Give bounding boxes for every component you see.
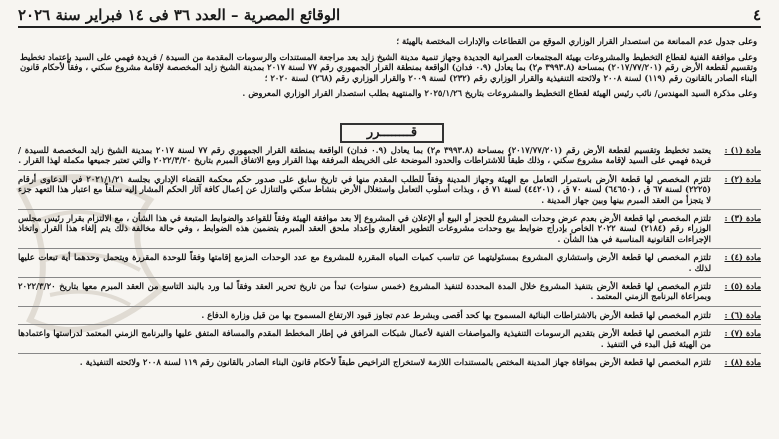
decision-heading: قــــــــرر xyxy=(340,123,444,143)
article-text: تلتزم المخصص لها قطعة الأرض بعدم عرض وحدات المشروع للحجز أو البيع أو الإعلان في المشروع إلا بعد موافقة الهيئة وفقاً للقواعد والضوابط المتبعة في هذا الشأن ، مع الالتزام بقرار رئيس مجلس الوزراء رقم (٢١٨٤) لسنة ٢٠٢٢ الخاص بإدراج ضوابط بيع وحدات مشروعات التطوير العقاري وإعداد ملحق العقد المبرم بتضمين هذه الضوابط ، وفي حالة مخالفة ذلك يتم إلغاء هذا القرار واتخاذ الإجراءات القانونية المناسبة في هذا الشأن . xyxy=(18,213,712,244)
article-number: مادة (٥) : xyxy=(724,281,761,292)
preamble-paragraph: وعلى موافقة الفنية لقطاع التخطيط والمشروعات بهيئة المجتمعات العمرانية الجديدة وجهاز تنمية مدينة الشيخ زايد بعد مراجعة المستندات والرسومات المقدمة من السيدة / فريدة فهمي على السيد بإعتماد تخطيط وتقسيم لقطعة الأرض رقم (٢٠١٧/٧٧/٢٠١) بمساحة (٣٩٩٣.٨ م٢) بما يعادل (٠.٩ فدان) الواقعة بمنطقة القرار الجمهوري رقم ٧٧ لسنة ٢٠١٧ بمدينة الشيخ زايد المخصصة لإقامة مشروع سكني ، وفقاً لأحكام قانون البناء الصادر بالقانون رقم (١١٩) لسنة ٢٠٠٨ ولائحته التنفيذية والقرار الوزاري رقم (٢٣٢) لسنة ٢٠٠٩ والقرار الوزاري رقم (٢٦٨) لسنة ٢٠٢٠ ؛ xyxy=(20,51,758,83)
article-1 xyxy=(18,145,761,166)
article-7 xyxy=(18,324,761,349)
article-text: تلتزم المخصص لها قطعة الأرض واستشاري المشروع بمسئوليتهما عن تناسب كميات المياه المقررة للمشروع مع عدد الوحدات المزمع إقامتها وفقاً للوحدة المقررة ويتحمل وحدهما أية تبعات عليها لذلك . xyxy=(18,252,711,273)
article-text: تلتزم المخصص لها قطعة الأرض بموافاة جهاز المدينة المختص بالمستندات اللازمة لاستخراج التراخيص طبقاً لأحكام قانون البناء الصادر بالقانون رقم ١١٩ لسنة ٢٠٠٨ ولائحته التنفيذية . xyxy=(79,357,711,368)
article-text: تلتزم المخصص لها قطعة الأرض بالاشتراطات البنائية المسموح بها كحد أقصى وبشرط عدم تجاوز قيود الارتفاع المسموح بها من قبل وزارة الدفاع . xyxy=(201,309,711,320)
articles-list xyxy=(18,145,761,372)
article-number: مادة (٨) : xyxy=(724,357,761,368)
article-number: مادة (٣) : xyxy=(724,213,761,224)
article-2 xyxy=(18,170,761,205)
article-6 xyxy=(18,306,761,320)
article-4 xyxy=(18,248,761,273)
preamble-paragraph: وعلى مذكرة السيد المهندس/ نائب رئيس الهيئة لقطاع التخطيط والمشروعات بتاريخ ٢٠٢٥/١/٢٦ والمنتهية بطلب استصدار القرار الوزاري المعروض . xyxy=(242,88,757,99)
article-number: مادة (٤) : xyxy=(724,252,761,263)
page-header xyxy=(18,4,761,28)
preamble-paragraph: وعلى جدول عدم الممانعة من استصدار القرار الوزاري الموقع من القطاعات والإدارات المختصة بالهيئة ؛ xyxy=(396,36,757,46)
page-number: ٤ xyxy=(752,6,761,24)
article-text: تلتزم المخصص لها قطعة الأرض بتنفيذ المشروع خلال المدة المحددة لتنفيذ المشروع (خمس سنوات) تبدأ من تاريخ تحرير العقد وفقاً لما ورد بالبند التاسع من العقد المبرم معها بتاريخ ٢٠٢٢/٣/٢٠ وبمراعاة البرنامج الزمني المعتمد . xyxy=(18,281,711,302)
article-8 xyxy=(18,353,761,367)
article-number: مادة (١) : xyxy=(724,145,761,155)
article-text: يعتمد تخطيط وتقسيم لقطعة الأرض رقم (٢٠١٧/٧٧/٢٠١) بمساحة (٣٩٩٣.٨ م٢) بما يعادل (٠.٩ فدان) الواقعة بمنطقة القرار الجمهوري رقم ٧٧ لسنة ٢٠١٧ بمدينة الشيخ زايد المخصصة للسيدة / فريدة فهمي على السيد لإقامة مشروع سكني ، وذلك طبقاً للاشتراطات والحدود الموضحة على الخريطة المرفقة بهذا القرار ومع الاتفاق المبرم بتاريخ ٢٠٢٢/٣/٢٠ والتي تعتبر جميعها مكملة لهذا القرار . xyxy=(18,145,711,166)
article-number: مادة (٧) : xyxy=(724,328,761,339)
article-text: تلتزم المخصص لها قطعة الأرض بتقديم الرسومات التنفيذية والمواصفات الفنية لأعمال شبكات المرافق في إطار المخطط المقدم والمسافة المتفق عليها والبرنامج الزمني المعتمد لدراستها واعتمادها من الهيئة قبل البدء في التنفيذ . xyxy=(18,328,711,349)
article-text: تلتزم المخصص لها قطعة الأرض باستمرار التعامل مع الهيئة وجهاز المدينة وفقاً للطلب المقدم منها في تاريخ سابق على صدور حكم محكمة القضاء الإداري بجلسة ٢٠٢١/١/٢١ في الدعاوى أرقام (٢٢٢٥) لسنة ٦٧ ق ، (٦٤٦٥٠) لسنة ٧٠ ق ، (٤٤٢٠١) لسنة ٧١ ق ، وبذات أسلوب التعامل واستغلال الأرض بنشاط سكني والتنازل عن إعمال كافة آثار الحكم المشار إليه سلفاً مع اعتبار هذا التعهد جزء لا يتجزأ من العقد المبرم بينها وبين جهاز المدينة . xyxy=(18,173,711,205)
preamble xyxy=(20,36,757,104)
article-5 xyxy=(18,277,761,302)
article-number: مادة (٢) : xyxy=(724,173,761,184)
article-3 xyxy=(18,209,761,244)
gazette-title: الوقائع المصرية – العدد ٣٦ فى ١٤ فبراير سنة ٢٠٢٦ xyxy=(18,6,341,24)
article-number: مادة (٦) : xyxy=(724,309,761,320)
